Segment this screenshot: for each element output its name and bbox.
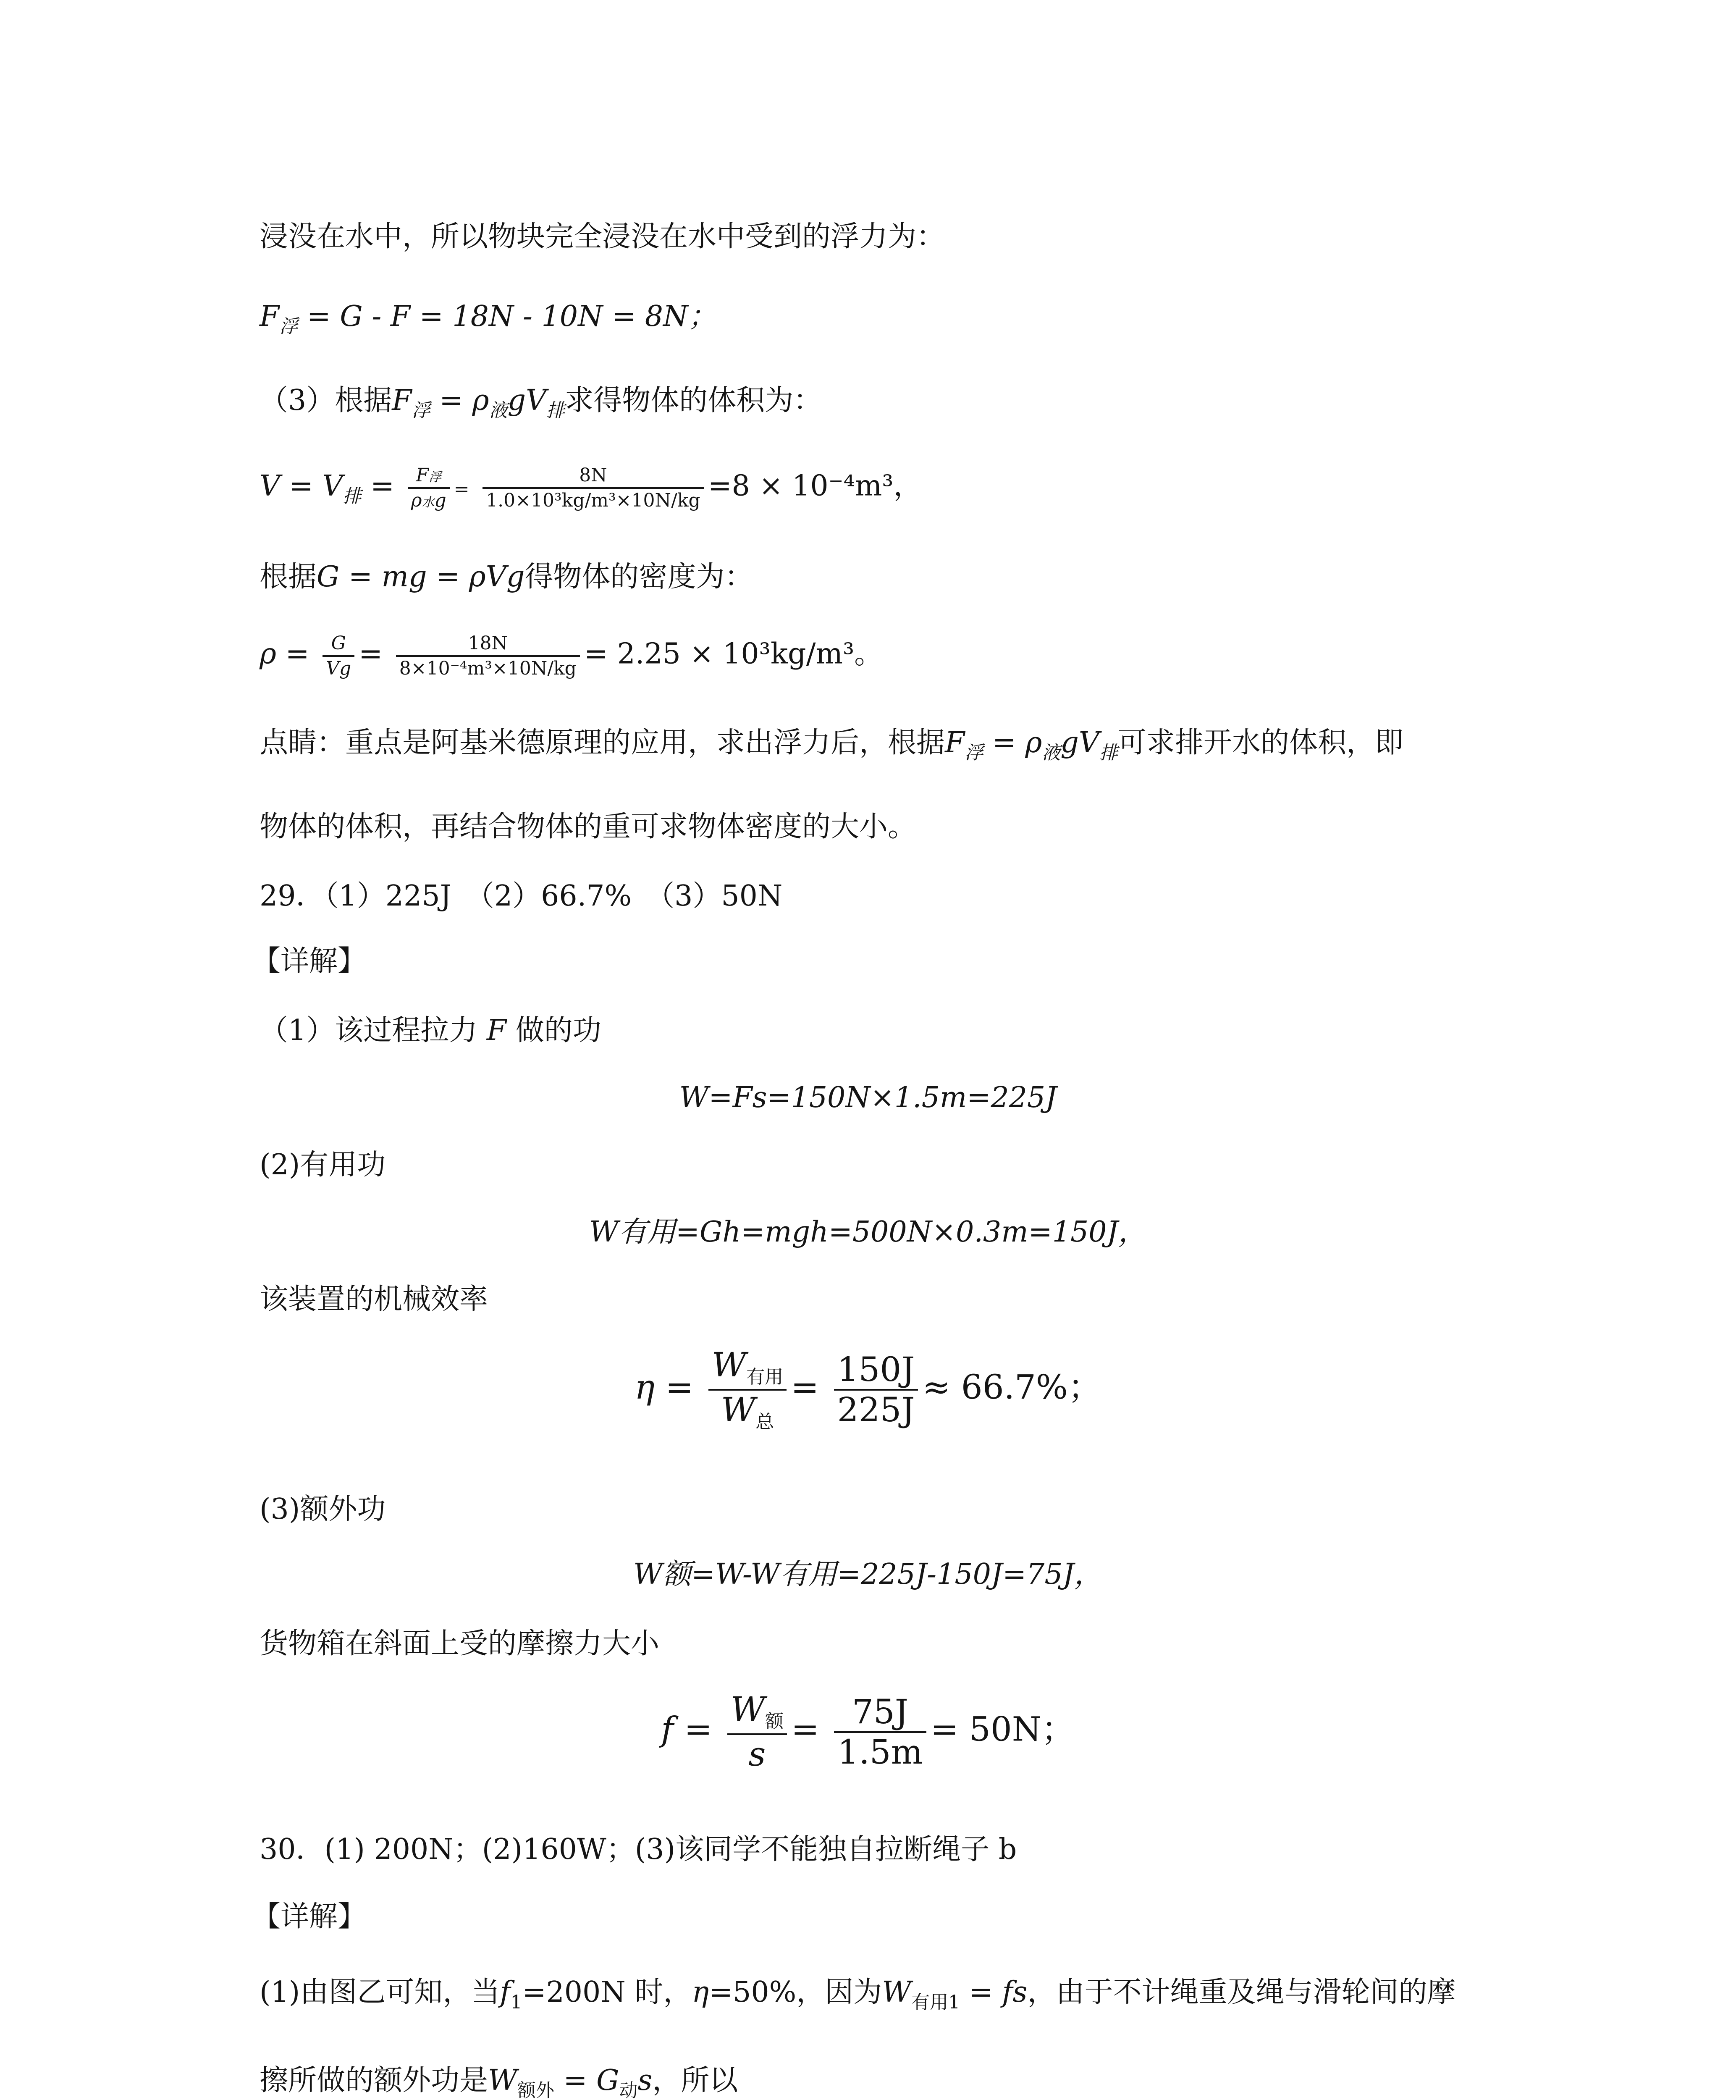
text-line-15: 该装置的机械效率 bbox=[260, 1283, 488, 1316]
fraction-volume-values: $\frac{8N}{\text{1.0×10³kg/m³×10N/kg}}$ bbox=[483, 466, 704, 510]
fraction-w-extra-over-s: $\frac{W_额}{s}$ bbox=[727, 1693, 787, 1771]
formula-buoyancy: $F_浮 = G - F = 18N - 10N = 8N$； bbox=[260, 300, 717, 337]
fraction-w-useful-over-w-total: $\frac{W_{有用}}{W_总}$ bbox=[708, 1348, 787, 1431]
formula-efficiency: η = $\frac{W_{有用}}{W_总}$ = $\frac{150J}{225J}$ ≈ 66.7%； bbox=[635, 1345, 1101, 1433]
text-line-8: 物体的体积，再结合物体的重可求物体密度的大小。 bbox=[260, 810, 917, 843]
fraction-density-values: $\frac{18N}{\text{8×10⁻⁴m³×10N/kg}}$ bbox=[396, 634, 580, 678]
formula-density: ρ = $\frac{G}{Vg}$ = $\frac{18N}{\text{8×10⁻⁴m³×10N/kg}}$ = 2.25 × 10³kg/m³。 bbox=[260, 633, 883, 679]
formula-useful-work: W有用=Gh=mgh=500N×0.3m=150J， bbox=[589, 1215, 1147, 1249]
formula-extra-work: W额=W-W有用=225J-150J=75J， bbox=[633, 1558, 1103, 1591]
text-line-23: (1)由图乙可知，当$f_1=200N$ 时，η=50%，因为$W_{有用1}$ = fs，由于不计绳重及绳与滑轮间的摩 bbox=[260, 1976, 1456, 2013]
answer-29: 29．（1）225J （2）66.7% （3）50N bbox=[260, 879, 783, 913]
formula-volume: $V = V_排$ = $\frac{\text{F浮}}{\text{ρ水g}}$ = $\frac{8N}{\text{1.0×10³kg/m³×10N/kg}}$ =8 × 10⁻⁴m³， bbox=[260, 465, 922, 511]
answer-30: 30．(1) 200N；(2)160W；(3)该同学不能独自拉断绳子 b bbox=[260, 1833, 1017, 1866]
text-line-19: 货物箱在斜面上受的摩擦力大小 bbox=[260, 1627, 660, 1660]
fraction-efficiency-values: $\frac{150J}{225J}$ bbox=[834, 1353, 918, 1427]
fraction-g-over-vg: $\frac{G}{Vg}$ bbox=[323, 634, 354, 678]
text-line-17: (3)额外功 bbox=[260, 1493, 386, 1526]
section-detail-29: 【详解】 bbox=[252, 945, 367, 978]
text-line-1: 浸没在水中，所以物块完全浸没在水中受到的浮力为： bbox=[260, 220, 945, 253]
text-line-24: 擦所做的额外功是$W_{额外} = G_动s$，所以 bbox=[260, 2064, 738, 2100]
section-detail-30: 【详解】 bbox=[252, 1900, 367, 1933]
formula-friction: f = $\frac{W_额}{s}$ = $\frac{75J}{1.5m}$ = 50N； bbox=[661, 1690, 1075, 1774]
fraction-friction-values: $\frac{75J}{1.5m}$ bbox=[834, 1695, 926, 1769]
text-line-3: （3）根据$F_浮 = \rho_液gV_排$求得物体的体积为： bbox=[260, 384, 822, 421]
text-line-11: （1）该过程拉力 F 做的功 bbox=[260, 1014, 601, 1047]
fraction-f-over-rho-g: $\frac{\text{F浮}}{\text{ρ水g}}$ bbox=[408, 466, 450, 510]
text-line-7: 点睛：重点是阿基米德原理的应用，求出浮力后，根据$F_浮 = \rho_液gV_排$可求排开水的体积，即 bbox=[260, 726, 1404, 764]
text-line-13: (2)有用功 bbox=[260, 1148, 386, 1181]
formula-work: W=Fs=150N×1.5m=225J bbox=[679, 1081, 1057, 1114]
text-line-5: 根据G = mg = ρVg得物体的密度为： bbox=[260, 560, 753, 593]
